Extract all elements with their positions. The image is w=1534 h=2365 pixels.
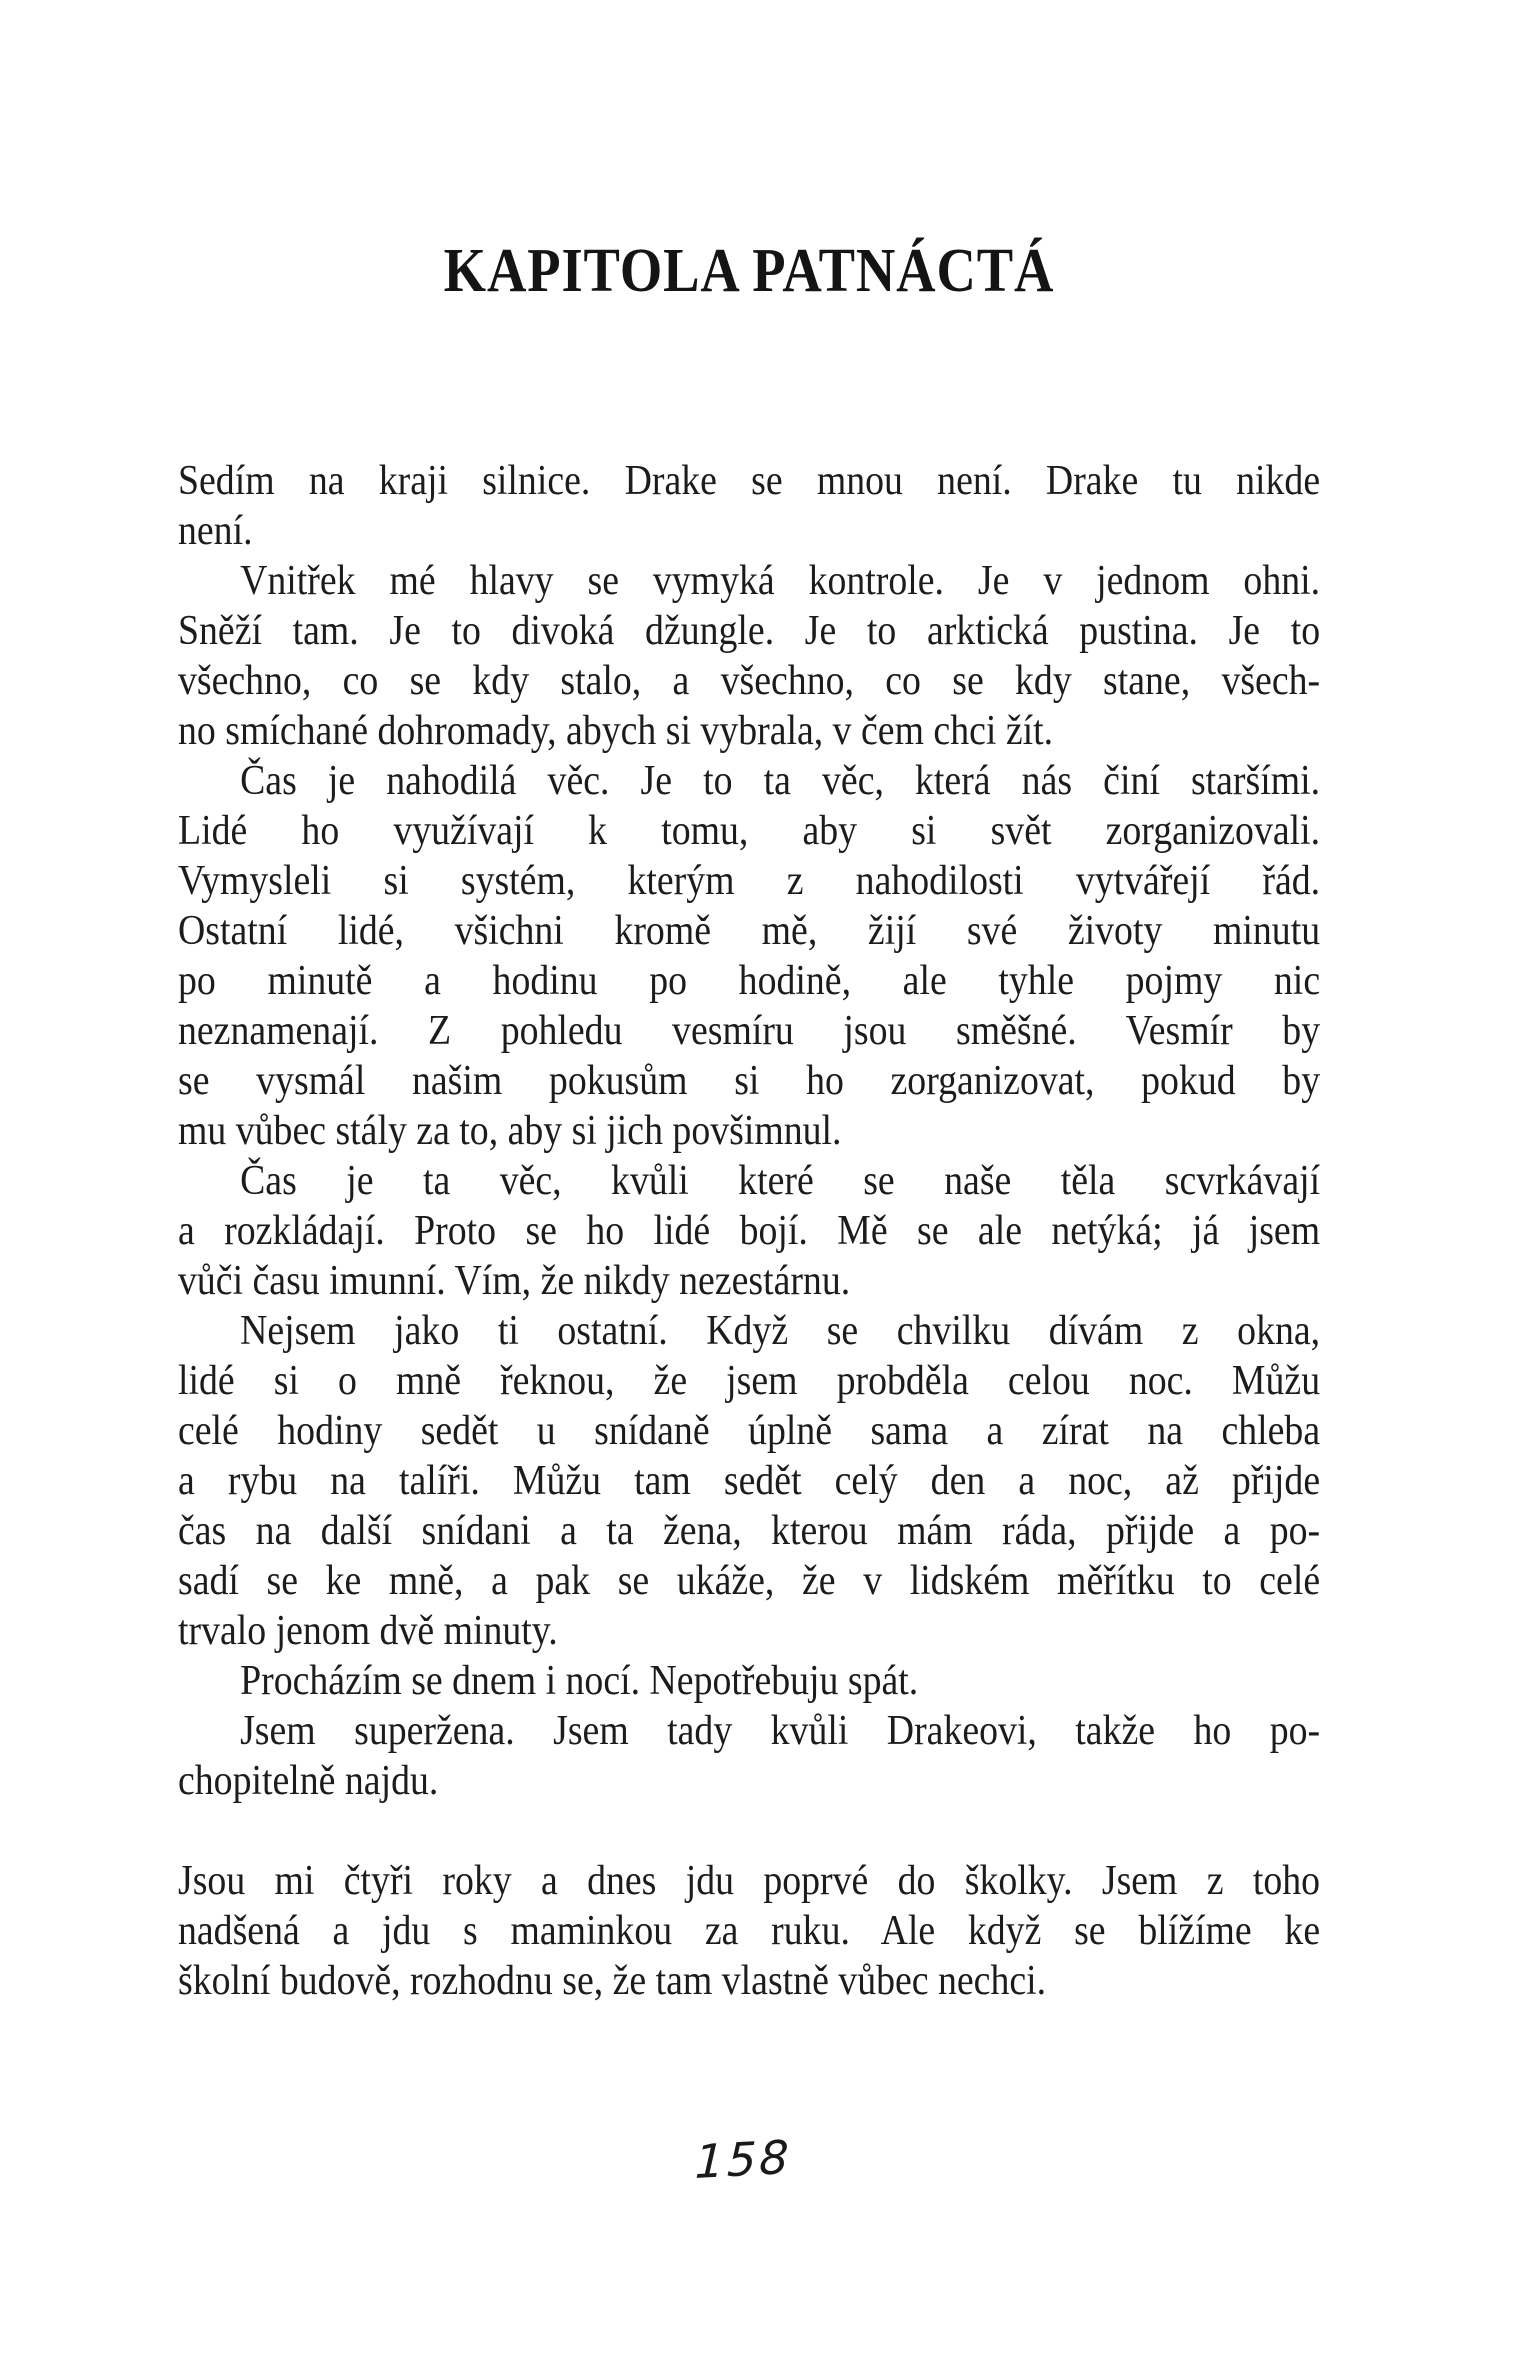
text-line: Jsem superžena. Jsem tady kvůli Drakeovi, takže ho po- (240, 1708, 1321, 1754)
text-line: sadí se ke mně, a pak se ukáže, že v lidském měřítku to celé (178, 1558, 1321, 1604)
body-text (178, 456, 1320, 2006)
text-line: a rybu na talíři. Můžu tam sedět celý den a noc, až přijde (178, 1458, 1321, 1504)
chapter-title (178, 236, 1320, 306)
page-number: 158 (693, 2129, 793, 2190)
text-line: neznamenají. Z pohledu vesmíru jsou směšné. Vesmír by (178, 1008, 1321, 1054)
chapter-title-text: KAPITOLA PATNÁCTÁ (443, 237, 1055, 305)
text-line: no smíchané dohromady, abych si vybrala, v čem chci žít. (178, 708, 1054, 754)
paragraph (178, 456, 1320, 556)
text-line: se vysmál našim pokusům si ho zorganizovat, pokud by (178, 1058, 1321, 1104)
text-line: Vymysleli si systém, kterým z nahodilosti vytvářejí řád. (178, 858, 1321, 904)
text-line: celé hodiny sedět u snídaně úplně sama a zírat na chleba (178, 1408, 1321, 1454)
paragraph (178, 556, 1320, 756)
text-line: a rozkládají. Proto se ho lidé bojí. Mě se ale netýká; já jsem (178, 1208, 1321, 1254)
text-line: Procházím se dnem i nocí. Nepotřebuju spát. (240, 1658, 919, 1704)
text-line: Čas je nahodilá věc. Je to ta věc, která nás činí staršími. (240, 758, 1321, 804)
paragraph (178, 1656, 1320, 1706)
paragraph (178, 1306, 1320, 1656)
text-line: trvalo jenom dvě minuty. (178, 1608, 558, 1654)
text-line: všechno, co se kdy stalo, a všechno, co se kdy stane, všech- (178, 658, 1321, 704)
text-line: po minutě a hodinu po hodině, ale tyhle pojmy nic (178, 958, 1321, 1004)
text-line: Jsou mi čtyři roky a dnes jdu poprvé do školky. Jsem z toho (178, 1858, 1321, 1904)
paragraph (178, 756, 1320, 1156)
text-line: nadšená a jdu s maminkou za ruku. Ale když se blížíme ke (178, 1908, 1321, 1954)
text-line: chopitelně najdu. (178, 1758, 439, 1804)
text-line: vůči času imunní. Vím, že nikdy nezestárnu. (178, 1258, 851, 1304)
text-line: školní budově, rozhodnu se, že tam vlastně vůbec nechci. (178, 1958, 1047, 2004)
text-line: Čas je ta věc, kvůli které se naše těla scvrkávají (240, 1158, 1321, 1204)
text-line: Sněží tam. Je to divoká džungle. Je to arktická pustina. Je to (178, 608, 1321, 654)
text-line: Nejsem jako ti ostatní. Když se chvilku dívám z okna, (240, 1308, 1321, 1354)
text-line: lidé si o mně řeknou, že jsem probděla celou noc. Můžu (178, 1358, 1321, 1404)
text-line: mu vůbec stály za to, aby si jich povšimnul. (178, 1108, 842, 1154)
text-line: Ostatní lidé, všichni kromě mě, žijí své životy minutu (178, 908, 1321, 954)
paragraph (178, 1856, 1320, 2006)
text-line: Sedím na kraji silnice. Drake se mnou není. Drake tu nikde (178, 458, 1321, 504)
paragraph (178, 1706, 1320, 1806)
text-line: není. (178, 508, 253, 554)
text-line: Vnitřek mé hlavy se vymyká kontrole. Je v jednom ohni. (240, 558, 1321, 604)
text-line: čas na další snídani a ta žena, kterou mám ráda, přijde a po- (178, 1508, 1321, 1554)
paragraph (178, 1156, 1320, 1306)
text-line: Lidé ho využívají k tomu, aby si svět zorganizovali. (178, 808, 1321, 854)
